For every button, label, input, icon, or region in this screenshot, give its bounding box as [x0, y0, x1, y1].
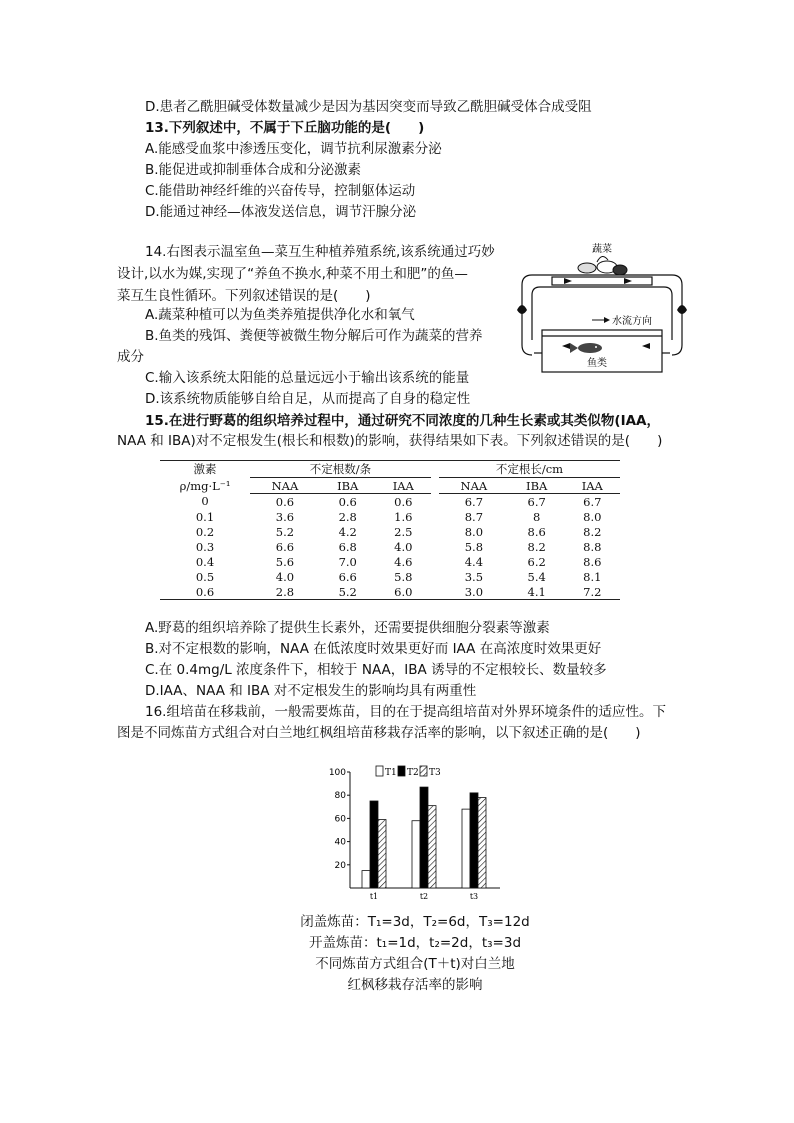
vegetable-icon — [578, 256, 627, 275]
table-cell: 8.1 — [583, 569, 602, 584]
table-row — [160, 509, 620, 524]
table-cell: 3.6 — [275, 509, 295, 524]
table-cell: 8.7 — [464, 509, 484, 524]
table-row — [160, 539, 620, 554]
q12-option-d: D.患者乙酰胆碱受体数量减少是因为基因突变而导致乙酰胆碱受体合成受阻 — [145, 99, 592, 115]
y-tick-label: 60 — [334, 814, 346, 825]
table-row — [160, 554, 620, 569]
y-tick-label: 100 — [328, 768, 346, 778]
table-subheader: IAA — [565, 478, 620, 494]
legend-swatch — [398, 766, 405, 776]
table-cell: 8.8 — [583, 539, 602, 554]
table-cell: 3.0 — [439, 584, 509, 600]
table-cell-concentration: 0 — [201, 494, 209, 509]
table-cell: 4.4 — [464, 554, 484, 569]
table-cell-concentration: 0.2 — [195, 524, 215, 539]
q15-stem-line1: 15.在进行野葛的组织培养过程中，通过研究不同浓度的几种生长素或其类似物(IAA， — [145, 413, 661, 429]
table-cell: 4.2 — [338, 524, 357, 539]
table-header-hormone: 激素 — [160, 461, 250, 478]
table-cell: 8 — [533, 509, 541, 524]
y-tick-label: 80 — [334, 791, 346, 802]
table-row — [160, 494, 620, 510]
table-subheader: IBA — [509, 478, 565, 494]
table-subheader: NAA — [439, 478, 509, 494]
table-cell: 6.6 — [275, 539, 295, 554]
table-cell: 0.6 — [275, 494, 295, 509]
table-cell: 5.4 — [527, 569, 546, 584]
table-cell: 8.0 — [464, 524, 484, 539]
bar-T3-t3 — [478, 798, 486, 888]
bar-T1-t3 — [462, 809, 470, 888]
table-cell: 6.8 — [338, 539, 357, 554]
legend-label: T1 — [385, 768, 397, 778]
bar-T2-t3 — [470, 793, 478, 888]
table-cell: 2.8 — [250, 584, 320, 600]
q14-option-c: C.输入该系统太阳能的总量远远小于输出该系统的能量 — [145, 370, 470, 386]
legend-label: T3 — [429, 768, 441, 778]
table-group-root-length: 不定根长/cm — [439, 461, 620, 478]
table-cell: 7.2 — [565, 584, 620, 600]
table-cell-concentration: 0.4 — [195, 554, 215, 569]
q14-option-b-line1: B.鱼类的残饵、粪便等被微生物分解后可作为蔬菜的营养 — [145, 328, 483, 344]
q13-option-a: A.能感受血浆中渗透压变化，调节抗利尿激素分泌 — [145, 141, 442, 157]
vegetable-label: 蔬菜 — [592, 244, 612, 255]
table-subheader: IAA — [376, 478, 431, 494]
bar-T2-t1 — [370, 801, 378, 888]
x-tick-label: t3 — [469, 892, 479, 901]
caption-line2: 开盖炼苗：t₁=1d，t₂=2d，t₃=3d — [308, 935, 522, 951]
table-cell: 5.2 — [275, 524, 295, 539]
table-cell: 6.2 — [527, 554, 546, 569]
caption-line3: 不同炼苗方式组合(T＋t)对白兰地 — [315, 956, 515, 972]
q13-option-c: C.能借助神经纤维的兴奋传导，控制躯体运动 — [145, 183, 416, 199]
q13-option-b: B.能促进或抑制垂体合成和分泌激素 — [145, 162, 362, 178]
bar-T3-t1 — [378, 820, 386, 888]
table-cell-concentration: 0.1 — [195, 509, 215, 524]
survival-bar-chart — [320, 760, 510, 910]
table-cell-concentration: 0.6 — [160, 584, 250, 600]
x-tick-label: t1 — [369, 892, 379, 901]
table-cell: 6.7 — [583, 494, 602, 509]
bar-T1-t1 — [362, 871, 370, 888]
table-cell: 5.8 — [464, 539, 484, 554]
table-cell: 4.1 — [509, 584, 565, 600]
table-cell-concentration: 0.5 — [195, 569, 215, 584]
table-cell: 5.8 — [394, 569, 413, 584]
table-cell: 6.0 — [376, 584, 431, 600]
q14-option-b-line2: 成分 — [117, 349, 144, 365]
table-row — [160, 584, 620, 600]
table-cell: 0.6 — [338, 494, 357, 509]
table-cell: 8.2 — [583, 524, 602, 539]
table-cell: 0.6 — [394, 494, 413, 509]
bar-T2-t2 — [420, 787, 428, 888]
table-cell: 8.0 — [583, 509, 602, 524]
table-cell-concentration: 0.3 — [195, 539, 215, 554]
bar-T3-t2 — [428, 806, 436, 888]
q15-option-a: A.野葛的组织培养除了提供生长素外，还需要提供细胞分裂素等激素 — [145, 620, 550, 636]
table-cell: 7.0 — [338, 554, 357, 569]
table-cell: 8.6 — [527, 524, 546, 539]
caption-line1: 闭盖炼苗：T₁=3d，T₂=6d，T₃=12d — [300, 914, 530, 930]
q15-option-d: D.IAA、NAA 和 IBA 对不定根发生的影响均具有两重性 — [145, 683, 477, 699]
q15-option-b: B.对不定根数的影响，NAA 在低浓度时效果更好而 IAA 在高浓度时效果更好 — [145, 641, 602, 657]
table-cell: 1.6 — [394, 509, 413, 524]
table-cell: 2.5 — [394, 524, 413, 539]
q14-option-a: A.蔬菜种植可以为鱼类养殖提供净化水和氧气 — [145, 307, 415, 323]
table-cell: 2.8 — [338, 509, 357, 524]
q14-option-d: D.该系统物质能够自给自足，从而提高了自身的稳定性 — [145, 391, 471, 407]
table-subheader: IBA — [320, 478, 376, 494]
q15-option-c: C.在 0.4mg/L 浓度条件下，相较于 NAA，IBA 诱导的不定根较长、数量较多 — [145, 662, 607, 678]
q13-option-d: D.能通过神经—体液发送信息，调节汗腺分泌 — [145, 204, 417, 220]
table-row — [160, 524, 620, 539]
q16-stem-line2: 图是不同炼苗方式组合对白兰地红枫组培苗移栽存活率的影响，以下叙述正确的是( ) — [117, 725, 641, 741]
table-cell: 6.7 — [464, 494, 484, 509]
flow-direction-label: 水流方向 — [612, 316, 652, 327]
q16-stem-line1: 16.组培苗在移栽前，一般需要炼苗，目的在于提高组培苗对外界环境条件的适应性。下 — [145, 704, 666, 720]
table-cell: 3.5 — [464, 569, 484, 584]
y-tick-label: 40 — [334, 837, 346, 848]
table-group-root-count: 不定根数/条 — [250, 461, 431, 478]
y-tick-label: 20 — [334, 860, 346, 871]
bar-T1-t2 — [412, 821, 420, 888]
table-cell: 5.2 — [320, 584, 376, 600]
table-cell: 6.6 — [338, 569, 357, 584]
q14-stem-line3: 菜互生良性循环。下列叙述错误的是( ) — [117, 288, 371, 304]
q14-stem-line2: 设计,以水为媒,实现了“养鱼不换水,种菜不用土和肥”的鱼— — [117, 266, 468, 282]
table-cell: 4.0 — [394, 539, 413, 554]
table-header-concentration: ρ/mg·L⁻¹ — [179, 478, 231, 493]
legend-label: T2 — [407, 768, 419, 778]
hormone-table — [160, 460, 620, 600]
x-tick-label: t2 — [419, 892, 429, 901]
q13-stem: 13.下列叙述中，不属于下丘脑功能的是( ) — [145, 120, 425, 136]
table-cell: 5.6 — [275, 554, 295, 569]
aquaponics-diagram — [512, 240, 692, 380]
fish-label: 鱼类 — [587, 358, 607, 369]
table-subheader: NAA — [250, 478, 320, 494]
table-cell: 4.6 — [394, 554, 413, 569]
table-cell: 6.7 — [527, 494, 546, 509]
q15-stem-line2: NAA 和 IBA)对不定根发生(根长和根数)的影响，获得结果如下表。下列叙述错误的是( ) — [117, 433, 663, 449]
legend-swatch — [376, 766, 383, 776]
table-row — [160, 569, 620, 584]
table-cell: 8.6 — [583, 554, 602, 569]
caption-line4: 红枫移栽存活率的影响 — [347, 977, 483, 993]
table-cell: 4.0 — [275, 569, 295, 584]
table-cell: 8.2 — [527, 539, 546, 554]
q14-stem-line1: 14.右图表示温室鱼—菜互生种植养殖系统,该系统通过巧妙 — [145, 244, 495, 260]
legend-swatch — [420, 766, 427, 776]
